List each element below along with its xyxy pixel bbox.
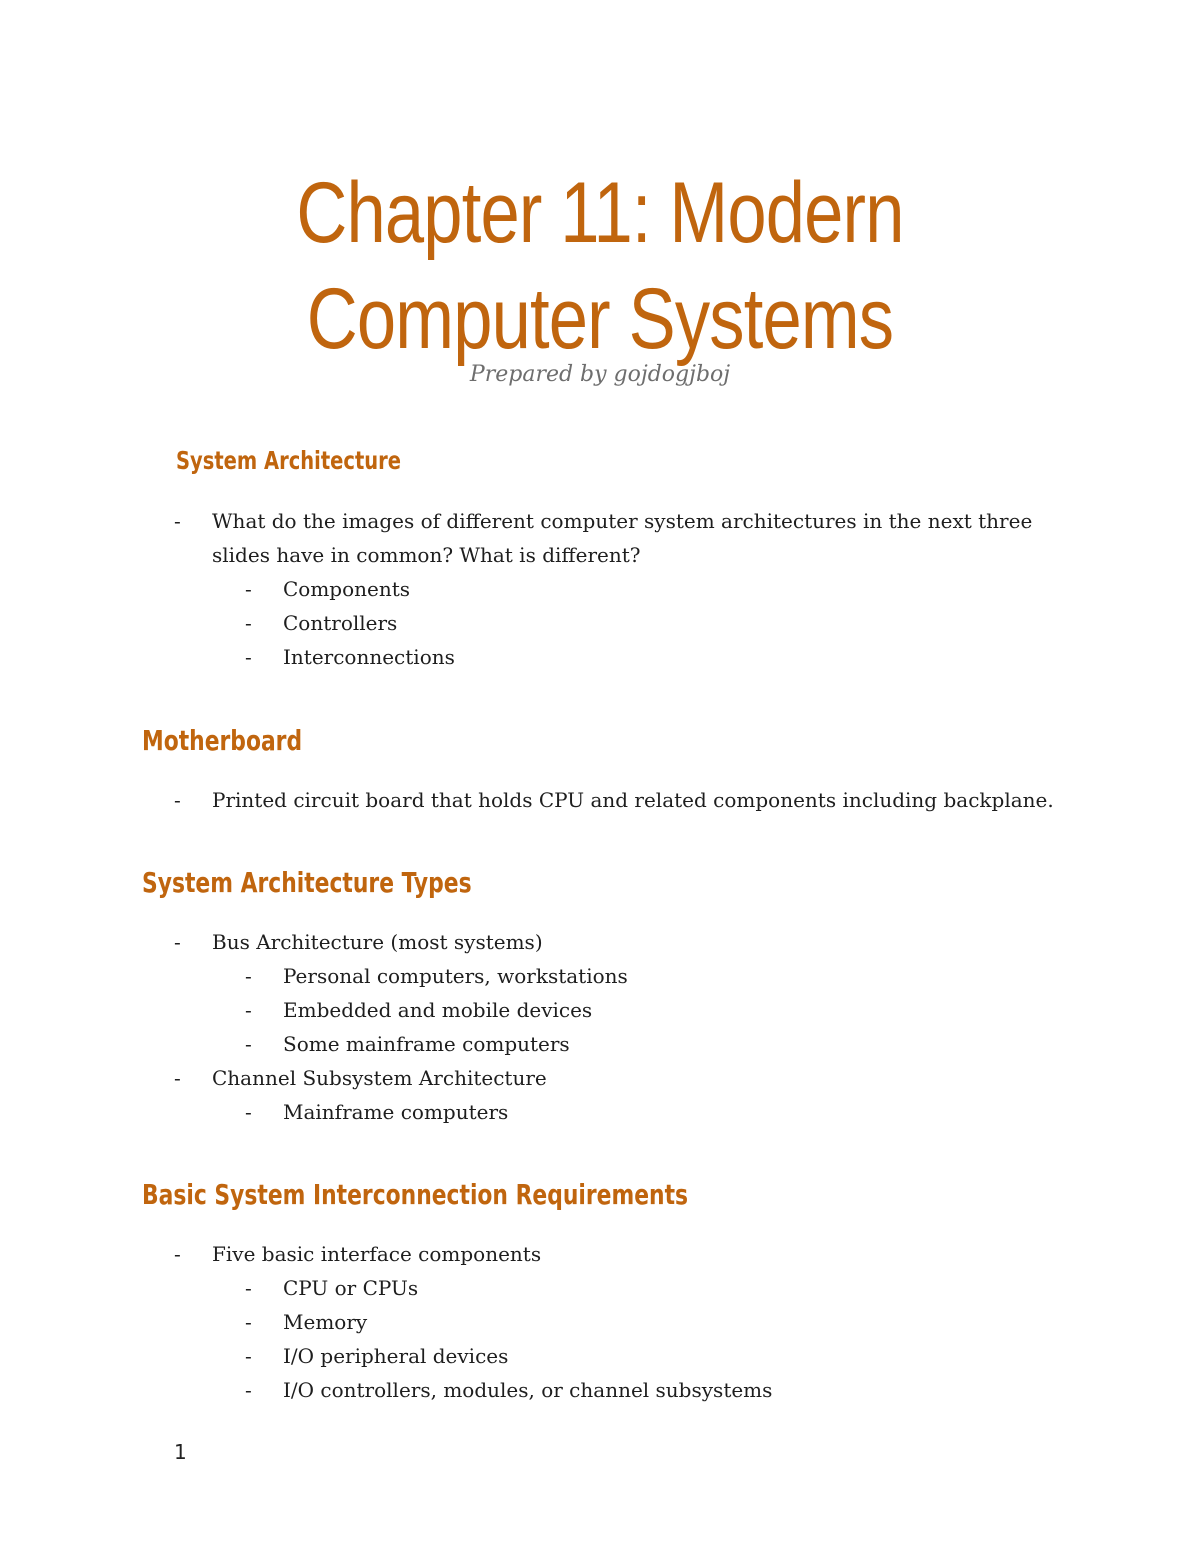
bullet-dash: -: [245, 998, 252, 1022]
sub-list-item: Components: [283, 577, 411, 601]
sub-list-item: Controllers: [283, 611, 398, 635]
sub-list-item: Personal computers, workstations: [283, 964, 628, 988]
page-title-line-2: Computer Systems: [306, 271, 894, 367]
sub-list-item: I/O peripheral devices: [283, 1344, 509, 1368]
bullet-dash: -: [245, 1032, 252, 1056]
bullet-dash: -: [245, 1344, 252, 1368]
sub-list-item: Embedded and mobile devices: [283, 998, 593, 1022]
section-heading-interconnection-requirements: Basic System Interconnection Requirements: [142, 1178, 689, 1211]
list-item: Five basic interface components: [212, 1242, 542, 1266]
sub-list-item: Some mainframe computers: [283, 1032, 570, 1056]
sub-list-item: Mainframe computers: [283, 1100, 509, 1124]
bullet-dash: -: [174, 930, 181, 954]
section-heading-architecture-types: System Architecture Types: [142, 866, 472, 899]
sub-list-item: CPU or CPUs: [283, 1276, 419, 1300]
bullet-dash: -: [174, 788, 181, 812]
list-item-continuation: slides have in common? What is different?: [212, 543, 641, 567]
bullet-dash: -: [245, 577, 252, 601]
bullet-dash: -: [245, 645, 252, 669]
sub-list-item: Memory: [283, 1310, 368, 1334]
sub-list-item: I/O controllers, modules, or channel subsystems: [283, 1378, 773, 1402]
bullet-dash: -: [174, 1066, 181, 1090]
bullet-dash: -: [174, 1242, 181, 1266]
bullet-dash: -: [245, 611, 252, 635]
list-item: Bus Architecture (most systems): [212, 930, 543, 954]
list-item: Channel Subsystem Architecture: [212, 1066, 547, 1090]
page-subtitle: Prepared by gojdogjboj: [469, 362, 731, 387]
page-number: 1: [174, 1440, 187, 1464]
bullet-dash: -: [245, 1310, 252, 1334]
bullet-dash: -: [245, 1378, 252, 1402]
bullet-dash: -: [174, 509, 181, 533]
bullet-dash: -: [245, 1276, 252, 1300]
bullet-dash: -: [245, 1100, 252, 1124]
section-heading-system-architecture: System Architecture: [176, 446, 402, 475]
list-item: Printed circuit board that holds CPU and related components including backplane.: [212, 788, 1054, 812]
bullet-dash: -: [245, 964, 252, 988]
section-heading-motherboard: Motherboard: [142, 724, 303, 757]
page-title-line-1: Chapter 11: Modern: [296, 165, 904, 261]
sub-list-item: Interconnections: [283, 645, 455, 669]
list-item: What do the images of different computer system architectures in the next three: [212, 509, 1033, 533]
